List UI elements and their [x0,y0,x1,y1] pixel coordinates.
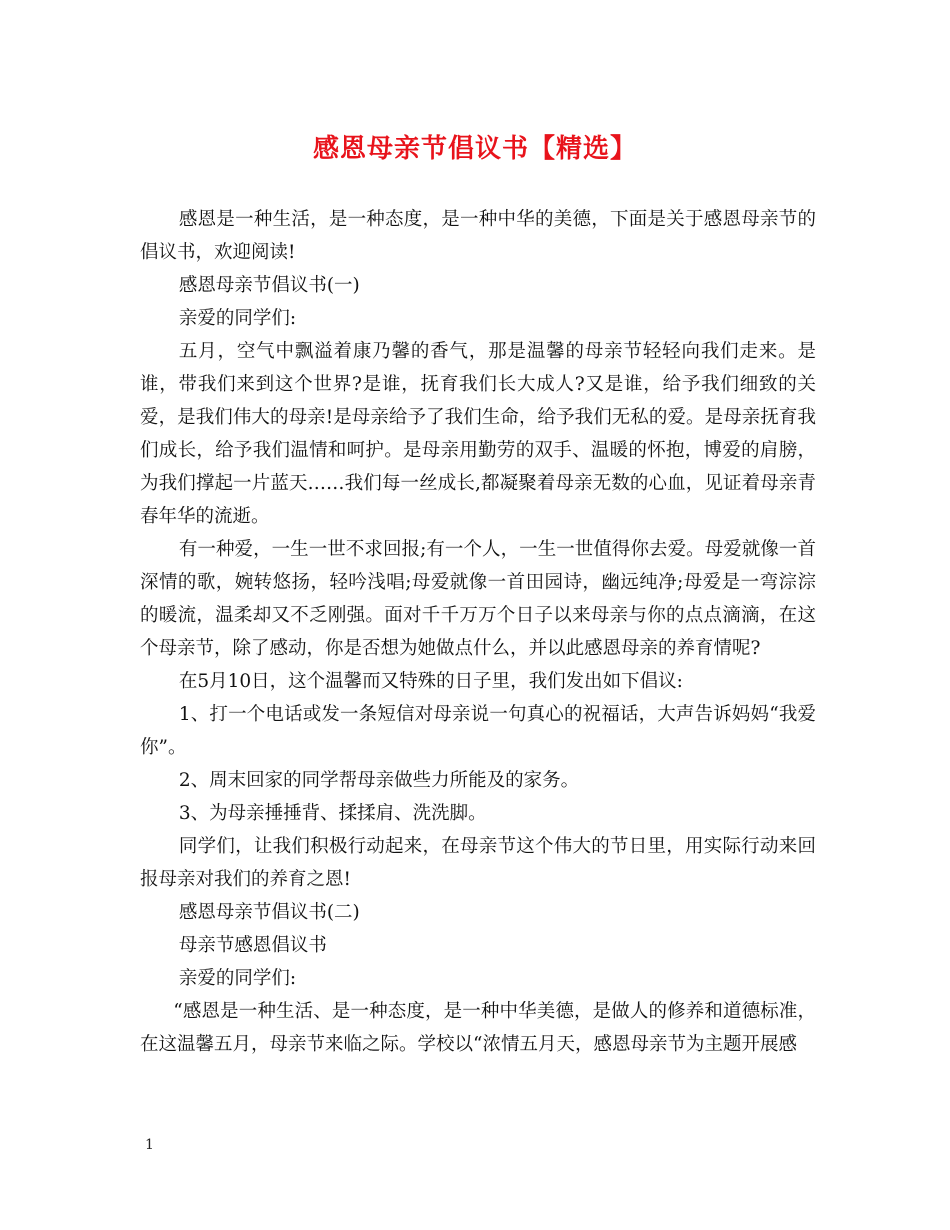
paragraph-quote: “感恩是一种生活、是一种态度，是一种中华美德，是做人的修养和道德标准，在这温馨五月，母亲节来临之际。学校以“浓情五月天，感恩母亲节为主题开展感 [140,1001,816,1055]
document-title: 感恩母亲节倡议书【精选】 [312,134,637,164]
intro-paragraph: 感恩是一种生活，是一种态度，是一种中华的美德，下面是关于感恩母亲节的倡议书，欢迎阅读! [140,209,816,263]
proposal-item-2: 2、周末回家的同学帮母亲做些力所能及的家务。 [178,770,580,791]
paragraph-call-to-action: 同学们，让我们积极行动起来，在母亲节这个伟大的节日里，用实际行动来回报母亲对我们的养育之恩! [140,836,816,890]
section-heading-1: 感恩母亲节倡议书(一) [178,275,360,296]
proposal-item-3: 3、为母亲捶捶背、揉揉肩、洗洗脚。 [178,803,487,824]
proposal-item-1: 1、打一个电话或发一条短信对母亲说一句真心的祝福话，大声告诉妈妈“我爱你”。 [140,704,816,758]
page-number: 1 [145,1137,154,1153]
document-body [140,203,816,1061]
section-heading-2: 感恩母亲节倡议书(二) [178,902,360,923]
paragraph-love: 有一种爱，一生一世不求回报;有一个人，一生一世值得你去爱。母爱就像一首深情的歌，婉转悠扬，轻吟浅唱;母爱就像一首田园诗，幽远纯净;母爱是一弯淙淙的暖流，温柔却又不乏刚强。面对千千万万个日子以来母亲与你的点点滴滴，在这个母亲节，除了感动，你是否想为她做点什么，并以此感恩母亲的养育情呢? [140,539,816,659]
salutation-1: 亲爱的同学们: [178,308,297,329]
salutation-2: 亲爱的同学们: [178,968,297,989]
paragraph-proposal-intro: 在5月10日，这个温馨而又特殊的日子里，我们发出如下倡议: [178,671,683,692]
subheading-2: 母亲节感恩倡议书 [178,935,327,956]
paragraph-may: 五月，空气中飘溢着康乃馨的香气，那是温馨的母亲节轻轻向我们走来。是谁，带我们来到这个世界?是谁，抚育我们长大成人?又是谁，给予我们细致的关爱，是我们伟大的母亲!是母亲给予了我们生命，给予我们无私的爱。是母亲抚育我们成长，给予我们温情和呵护。是母亲用勤劳的双手、温暖的怀抱，博爱的肩膀，为我们撑起一片蓝天……我们每一丝成长,都凝聚着母亲无数的心血，见证着母亲青春年华的流逝。 [140,341,816,527]
